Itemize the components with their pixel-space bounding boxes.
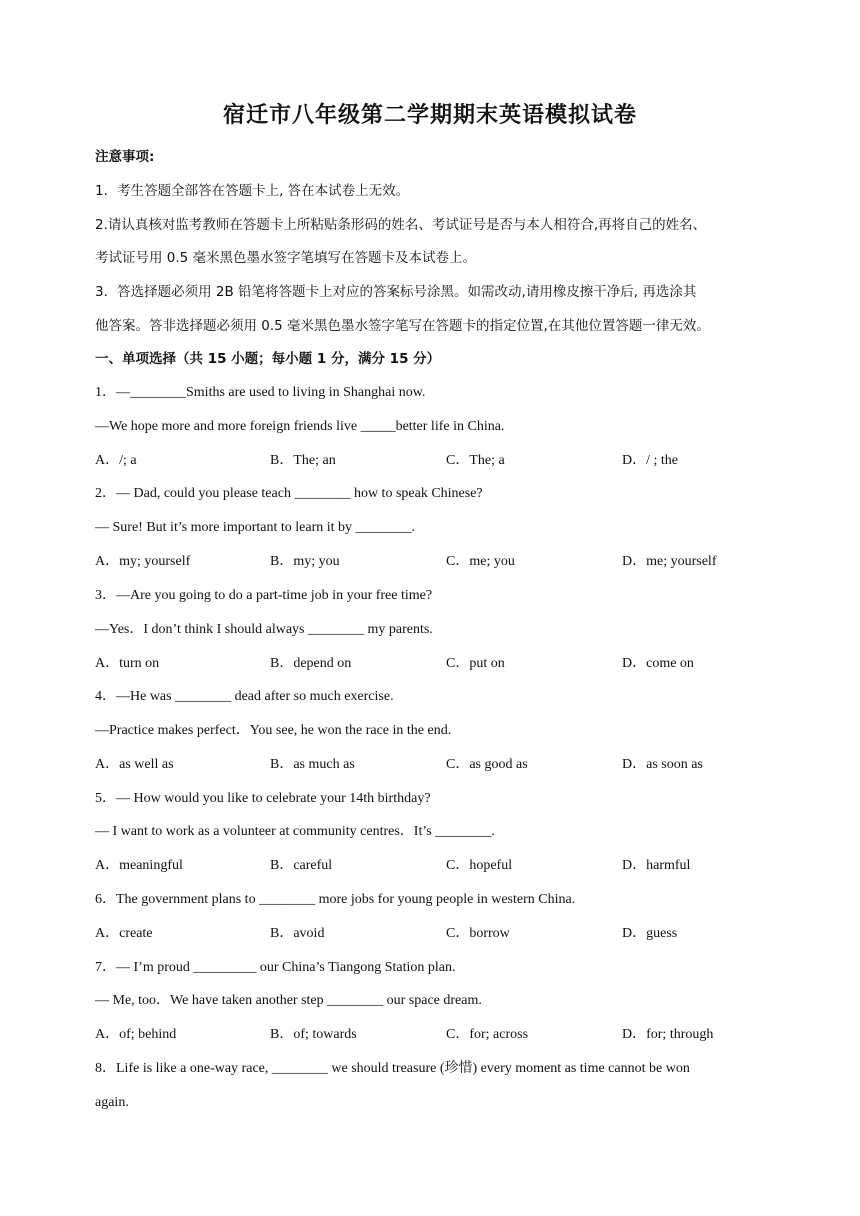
question-3-option-d: D．come on <box>622 656 694 671</box>
question-7-line-2: — Me, too．We have taken another step ________ our space dream. <box>95 993 482 1008</box>
question-5-option-b: B．careful <box>270 858 333 873</box>
question-6-option-d: D．guess <box>622 926 678 941</box>
question-5-option-d: D．harmful <box>622 858 691 873</box>
question-1-line-1: 1．—________Smiths are used to living in Shanghai now. <box>95 385 426 400</box>
question-1-line-2: —We hope more and more foreign friends live _____better life in China. <box>95 419 505 434</box>
question-4-option-d: D．as soon as <box>622 757 703 772</box>
question-4-option-b: B．as much as <box>270 757 355 772</box>
question-2-option-c: C．me; you <box>446 554 515 569</box>
question-8-line-1: 8．Life is like a one-way race, ________ we should treasure (珍惜) every moment as time cannot be won <box>95 1061 690 1076</box>
question-5-line-1: 5．— How would you like to celebrate your 14th birthday? <box>95 791 431 806</box>
question-7-option-c: C．for; across <box>446 1027 529 1042</box>
question-2-option-b: B．my; you <box>270 554 340 569</box>
question-6-option-a: A．create <box>95 926 153 941</box>
notice-item-3-cont: 他答案。答非选择题必须用 0.5 毫米黑色墨水签字笔写在答题卡的指定位置,在其他位置答题一律无效。 <box>95 318 710 334</box>
question-2-option-d: D．me; yourself <box>622 554 717 569</box>
notice-item-3: 3．答选择题必须用 2B 铅笔将答题卡上对应的答案标号涂黑。如需改动,请用橡皮擦干净后, 再选涂其 <box>95 284 697 300</box>
question-7-line-1: 7．— I’m proud _________ our China’s Tiangong Station plan. <box>95 960 456 975</box>
question-3-line-1: 3．—Are you going to do a part-time job in your free time? <box>95 588 433 603</box>
question-1-option-d: D．/ ; the <box>622 453 678 468</box>
question-4-option-a: A．as well as <box>95 757 174 772</box>
question-1-option-c: C．The; a <box>446 453 505 468</box>
question-8-line-2: again. <box>95 1095 129 1110</box>
question-1-option-b: B．The; an <box>270 453 336 468</box>
question-2-option-a: A．my; yourself <box>95 554 191 569</box>
notice-item-2: 2.请认真核对监考教师在答题卡上所粘贴条形码的姓名、考试证号是否与本人相符合,再将自己的姓名、 <box>95 217 707 233</box>
question-6-option-c: C．borrow <box>446 926 510 941</box>
notice-item-2-cont: 考试证号用 0.5 毫米黑色墨水签字笔填写在答题卡及本试卷上。 <box>95 250 477 266</box>
question-6-line-1: 6．The government plans to ________ more jobs for young people in western China. <box>95 892 576 907</box>
question-2-line-1: 2．— Dad, could you please teach ________ how to speak Chinese? <box>95 486 483 501</box>
question-6-option-b: B．avoid <box>270 926 325 941</box>
question-4-line-2: —Practice makes perfect．You see, he won the race in the end. <box>95 723 452 738</box>
question-3-option-a: A．turn on <box>95 656 160 671</box>
question-4-line-1: 4．—He was ________ dead after so much exercise. <box>95 689 394 704</box>
question-7-option-d: D．for; through <box>622 1027 714 1042</box>
question-3-option-c: C．put on <box>446 656 505 671</box>
question-5-option-c: C．hopeful <box>446 858 513 873</box>
question-3-option-b: B．depend on <box>270 656 352 671</box>
question-7-option-b: B．of; towards <box>270 1027 357 1042</box>
question-5-line-2: — I want to work as a volunteer at community centres．It’s ________. <box>95 824 495 839</box>
question-2-line-2: — Sure! But it’s more important to learn it by ________. <box>95 520 416 535</box>
section-heading: 一、单项选择（共 15 小题；每小题 1 分，满分 15 分） <box>95 351 441 367</box>
question-3-line-2: —Yes．I don’t think I should always ________ my parents. <box>95 622 433 637</box>
question-7-option-a: A．of; behind <box>95 1027 177 1042</box>
notice-heading: 注意事项: <box>95 149 155 165</box>
notice-item-1: 1．考生答题全部答在答题卡上, 答在本试卷上无效。 <box>95 183 410 199</box>
question-4-option-c: C．as good as <box>446 757 528 772</box>
page-title: 宿迁市八年级第二学期期末英语模拟试卷 <box>222 103 637 128</box>
question-5-option-a: A．meaningful <box>95 858 183 873</box>
question-1-option-a: A．/; a <box>95 453 137 468</box>
